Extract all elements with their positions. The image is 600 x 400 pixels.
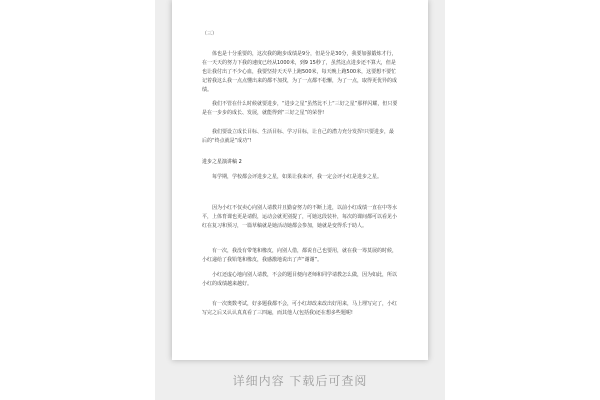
paragraph-6: 有一次，我没有带笔和橡皮，向别人借，都说自己也要用，就在我一筹莫展的时候，小红递给了我铅笔和橡皮，我感激地说出了声“谢谢”。 — [202, 248, 398, 263]
paragraph-8: 有一次奥数考试，好多题我都不会，可小红却改来改出好用来，马上埋写完了，小红写完之后又认认真真看了三四遍，而其他人(包括我)还在想多些题呢! — [202, 301, 398, 316]
paragraph-2: 我们不管在什么时候就要进步，“进步之星”虽然比不上“三好之星”那样闪耀，但只要是在一步步的成长、发展，就能得到“三好之星”的荣誉! — [202, 101, 398, 116]
paragraph-3: 我们要设立成长目标、生活目标、学习目标，让自己的潜力充分发挥!只要进步，最后的“终点就是”成功“! — [202, 129, 395, 144]
paragraph-1: 体也是十分重要的，这次我的跑步成绩是9分，但是分是30分，我要加强锻炼才行，在一天天的努力下我的速度已经从1000米，到9 15秒了，虽然这点进步还不算大，但是也让我付出了不少心血，我要坚持天天早上跑500米，每天晚上跑500米，这要想不要忙记着我这么我一点点懂出来的都不加找，为了一点都不松懈，为了一点，取得更优异的成绩。 — [202, 51, 398, 93]
section-heading: 进步之星演讲稿 2 — [202, 159, 242, 165]
section-marker: （三） — [202, 31, 218, 37]
paragraph-7: 小红还虚心地向别人请教，不会的题目便向老师和同学请教怎么做，因为如此，所以小红的成绩越来越好。 — [202, 272, 398, 287]
paragraph-4: 每学期，学校都会评进步之星，如果让我来评，我一定会评小红是进步之星。 — [212, 174, 383, 180]
document-page — [172, 0, 428, 360]
download-prompt-text: 详细内容 下载后可查阅 — [232, 374, 368, 388]
paragraph-5: 因为小红不仅卖心向别人请教并且勤奋努力的不断上进，以前小红成绩一直在中等水平，上体育课也更是请假，运动会就更别提了，可她这段装补，每次的课间都可以看见小红在复习和预习，一篇草稿就是她活动她都会参加，她就是变得乐于助人。 — [202, 205, 398, 229]
